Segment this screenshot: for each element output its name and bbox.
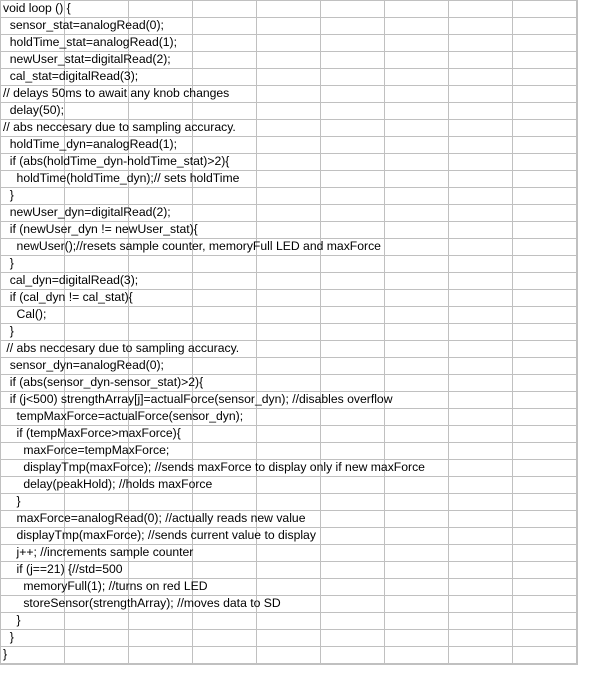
code-row[interactable]: void loop () {	[3, 1, 71, 15]
code-row[interactable]: }	[3, 613, 21, 627]
code-row[interactable]: tempMaxForce=actualForce(sensor_dyn);	[3, 409, 244, 423]
code-row[interactable]: if (cal_dyn != cal_stat){	[3, 290, 133, 304]
code-row[interactable]: displayTmp(maxForce); //sends maxForce to display only if new maxForce	[3, 460, 425, 474]
code-row[interactable]: }	[3, 647, 8, 661]
code-row[interactable]: displayTmp(maxForce); //sends current value to display	[3, 528, 316, 542]
code-row[interactable]: // abs neccesary due to sampling accuracy.	[3, 341, 240, 355]
code-row[interactable]: newUser();//resets sample counter, memoryFull LED and maxForce	[3, 239, 381, 253]
code-row[interactable]: delay(50);	[3, 103, 64, 117]
code-row[interactable]: storeSensor(strengthArray); //moves data to SD	[3, 596, 281, 610]
code-row[interactable]: memoryFull(1); //turns on red LED	[3, 579, 208, 593]
code-row[interactable]: if (newUser_dyn != newUser_stat){	[3, 222, 198, 236]
code-row[interactable]: }	[3, 494, 21, 508]
code-row[interactable]: holdTime(holdTime_dyn);// sets holdTime	[3, 171, 240, 185]
code-row[interactable]: }	[3, 188, 14, 202]
code-row[interactable]: maxForce=tempMaxForce;	[3, 443, 170, 457]
code-row[interactable]: }	[3, 256, 14, 270]
code-row[interactable]: Cal();	[3, 307, 47, 321]
code-row[interactable]: // delays 50ms to await any knob changes	[3, 86, 230, 100]
code-row[interactable]: newUser_dyn=digitalRead(2);	[3, 205, 171, 219]
code-row[interactable]: if (j<500) strengthArray[j]=actualForce(sensor_dyn); //disables overflow	[3, 392, 393, 406]
code-row[interactable]: j++; //increments sample counter	[3, 545, 194, 559]
code-row[interactable]: sensor_dyn=analogRead(0);	[3, 358, 164, 372]
code-row[interactable]: // abs neccesary due to sampling accuracy.	[3, 120, 236, 134]
code-row[interactable]: }	[3, 630, 14, 644]
code-row[interactable]: holdTime_dyn=analogRead(1);	[3, 137, 178, 151]
code-row[interactable]: maxForce=analogRead(0); //actually reads new value	[3, 511, 306, 525]
code-row[interactable]: if (abs(holdTime_dyn-holdTime_stat)>2){	[3, 154, 230, 168]
code-row[interactable]: newUser_stat=digitalRead(2);	[3, 52, 171, 66]
code-row[interactable]: holdTime_stat=analogRead(1);	[3, 35, 177, 49]
code-row[interactable]: }	[3, 324, 14, 338]
code-row[interactable]: if (abs(sensor_dyn-sensor_stat)>2){	[3, 375, 204, 389]
code-row[interactable]: if (tempMaxForce>maxForce){	[3, 426, 181, 440]
code-row[interactable]: if (j==21) {//std=500	[3, 562, 123, 576]
code-row[interactable]: cal_dyn=digitalRead(3);	[3, 273, 139, 287]
code-row[interactable]: cal_stat=digitalRead(3);	[3, 69, 139, 83]
code-row[interactable]: delay(peakHold); //holds maxForce	[3, 477, 213, 491]
code-row[interactable]: sensor_stat=analogRead(0);	[3, 18, 164, 32]
